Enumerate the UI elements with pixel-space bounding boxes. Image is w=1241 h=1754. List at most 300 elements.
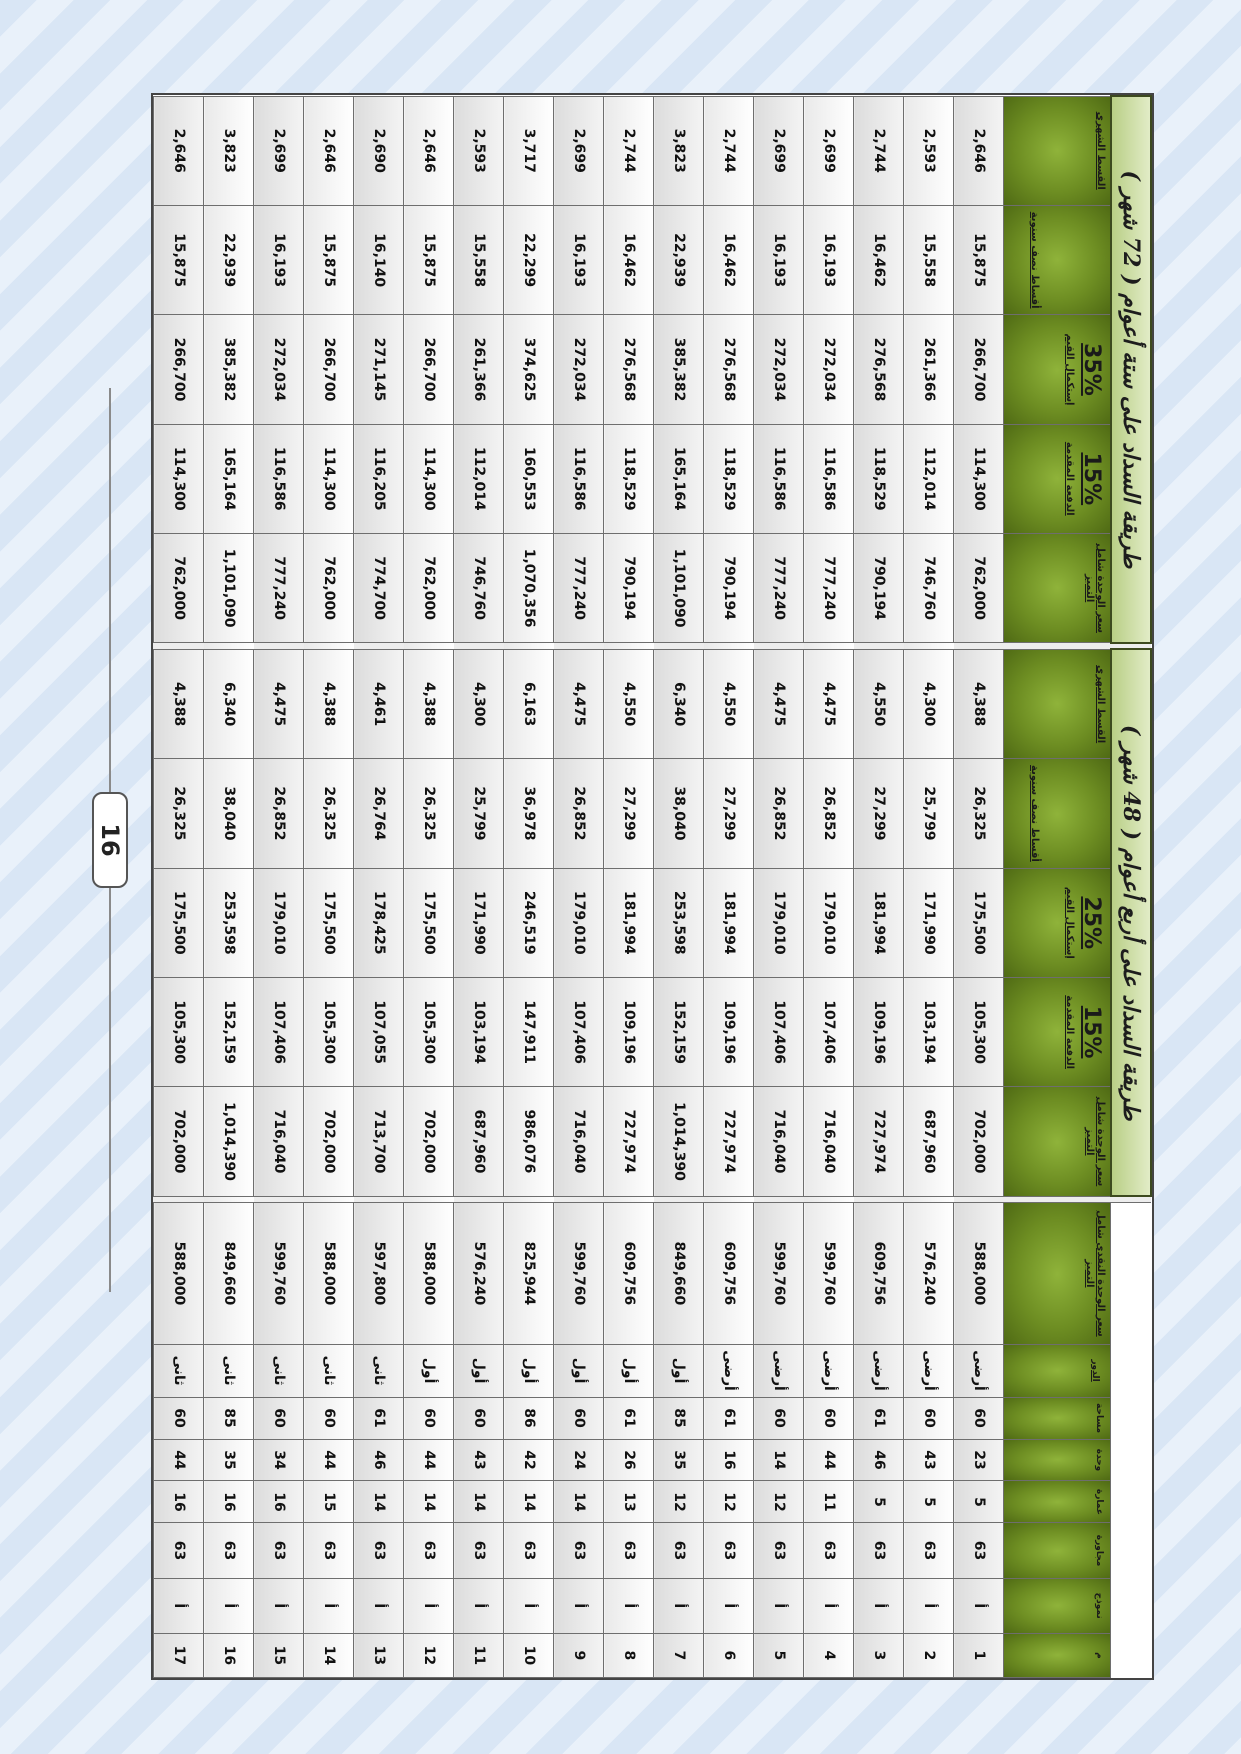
cell-cash: 599,760 [804,1203,854,1344]
section-title-72: طريقة السداد على ستة أعوام ( 72 شهر ) [1111,96,1151,643]
cell-floor: أول [454,1344,504,1397]
cell-unit: 16 [704,1439,754,1481]
gap [354,1196,404,1203]
gap [604,643,654,650]
cell-p48-total: 727,974 [704,1087,754,1196]
cell-cash: 576,240 [454,1203,504,1344]
table-row [604,96,654,1678]
cell-idx: 2 [904,1633,954,1677]
cell-p72-down: 116,586 [554,424,604,533]
cell-p48-semi: 26,852 [254,759,304,868]
gap [554,1196,604,1203]
cell-p72-semi: 15,875 [304,205,354,314]
cell-p48-total: 1,014,390 [204,1087,254,1196]
table-row [404,96,454,1678]
cell-p72-comp: 272,034 [254,315,304,424]
cell-p72-semi: 22,939 [204,205,254,314]
gap [404,643,454,650]
cell-unit: 44 [404,1439,454,1481]
cell-area: 60 [754,1397,804,1439]
cell-p72-down: 114,300 [404,424,454,533]
cell-cash: 609,756 [604,1203,654,1344]
cell-p72-semi: 16,140 [354,205,404,314]
header-model: نموذج [1004,1578,1111,1633]
cell-bordering: 63 [554,1523,604,1578]
cell-cash: 849,660 [654,1203,704,1344]
cell-cash: 609,756 [704,1203,754,1344]
cell-cash: 849,660 [204,1203,254,1344]
cell-area: 60 [554,1397,604,1439]
cell-p48-comp: 171,990 [904,868,954,977]
cell-p72-down: 118,529 [704,424,754,533]
page-number: 16 [96,823,124,857]
cell-floor: ثانى [154,1344,204,1397]
cell-p48-month: 4,388 [404,649,454,758]
cell-unit: 14 [754,1439,804,1481]
cell-building: 16 [154,1481,204,1523]
cell-p48-semi: 25,799 [454,759,504,868]
cell-model: أ [204,1578,254,1633]
cell-p72-comp: 261,366 [454,315,504,424]
cell-p48-total: 702,000 [304,1087,354,1196]
cell-p72-comp: 272,034 [804,315,854,424]
cell-p72-total: 774,700 [354,533,404,642]
cell-p72-comp: 272,034 [554,315,604,424]
table-row [354,96,404,1678]
cell-p48-comp: 179,010 [754,868,804,977]
cell-building: 11 [804,1481,854,1523]
cell-model: أ [754,1578,804,1633]
cell-p48-comp: 175,500 [154,868,204,977]
cell-p48-comp: 171,990 [454,868,504,977]
table-row [204,96,254,1678]
cell-p48-total: 713,700 [354,1087,404,1196]
cell-unit: 42 [504,1439,554,1481]
table-row [454,96,504,1678]
cell-p48-comp: 181,994 [704,868,754,977]
cell-p72-month: 2,699 [754,96,804,205]
cell-p72-month: 2,646 [304,96,354,205]
cell-floor: أول [504,1344,554,1397]
cell-p48-comp: 178,425 [354,868,404,977]
cell-p72-total: 1,070,356 [504,533,554,642]
cell-bordering: 63 [604,1523,654,1578]
gap [954,643,1004,650]
cell-idx: 13 [354,1633,404,1677]
cell-cash: 588,000 [304,1203,354,1344]
cell-p48-semi: 26,764 [354,759,404,868]
cell-model: أ [454,1578,504,1633]
cell-building: 14 [354,1481,404,1523]
cell-p48-down: 105,300 [404,977,454,1086]
cell-p48-month: 4,388 [954,649,1004,758]
gap [1111,1196,1151,1203]
cell-p48-down: 107,406 [804,977,854,1086]
cell-cash: 599,760 [754,1203,804,1344]
gap [604,1196,654,1203]
cell-building: 14 [554,1481,604,1523]
cell-idx: 17 [154,1633,204,1677]
cell-floor: أرضى [804,1344,854,1397]
cell-building: 14 [504,1481,554,1523]
cell-p48-total: 702,000 [154,1087,204,1196]
cell-area: 86 [504,1397,554,1439]
cell-building: 15 [304,1481,354,1523]
cell-p48-semi: 26,325 [304,759,354,868]
cell-area: 60 [454,1397,504,1439]
cell-p72-semi: 15,875 [404,205,454,314]
table-row [804,96,854,1678]
gap [1004,1196,1111,1203]
top-left-blank [1111,1203,1151,1678]
cell-p48-semi: 36,978 [504,759,554,868]
cell-idx: 4 [804,1633,854,1677]
cell-idx: 9 [554,1633,604,1677]
gap [254,643,304,650]
cell-p48-total: 716,040 [554,1087,604,1196]
cell-p48-down: 107,406 [254,977,304,1086]
cell-area: 60 [804,1397,854,1439]
cell-p72-month: 2,744 [704,96,754,205]
cell-bordering: 63 [504,1523,554,1578]
cell-p48-month: 4,388 [304,649,354,758]
cell-model: أ [404,1578,454,1633]
cell-idx: 15 [254,1633,304,1677]
cell-p72-total: 762,000 [404,533,454,642]
cell-p48-down: 109,196 [604,977,654,1086]
cell-p48-semi: 27,299 [604,759,654,868]
cell-p48-semi: 26,325 [154,759,204,868]
cell-area: 61 [354,1397,404,1439]
cell-p72-comp: 385,382 [204,315,254,424]
cell-p48-semi: 26,852 [804,759,854,868]
cell-building: 5 [904,1481,954,1523]
table-row [554,96,604,1678]
cell-p72-down: 118,529 [854,424,904,533]
cell-p72-total: 762,000 [954,533,1004,642]
cell-p48-comp: 179,010 [554,868,604,977]
cell-p72-down: 118,529 [604,424,654,533]
table-row [954,96,1004,1678]
cell-p72-comp: 276,568 [604,315,654,424]
cell-p72-down: 114,300 [954,424,1004,533]
cell-floor: أرضى [954,1344,1004,1397]
header-index: م [1004,1633,1111,1677]
cell-idx: 6 [704,1633,754,1677]
cell-building: 12 [754,1481,804,1523]
divider-line-top [109,388,111,792]
cell-p48-semi: 27,299 [854,759,904,868]
payment-plans-table [153,95,1152,1678]
price-table-rotated [151,93,1154,1680]
cell-area: 85 [204,1397,254,1439]
cell-area: 61 [604,1397,654,1439]
cell-floor: ثانى [354,1344,404,1397]
cell-p48-down: 103,194 [454,977,504,1086]
cell-unit: 46 [354,1439,404,1481]
cell-p72-comp: 385,382 [654,315,704,424]
cell-p72-total: 746,760 [904,533,954,642]
cell-p48-comp: 181,994 [604,868,654,977]
cell-bordering: 63 [154,1523,204,1578]
cell-area: 60 [154,1397,204,1439]
cell-p48-comp: 181,994 [854,868,904,977]
cell-unit: 46 [854,1439,904,1481]
cell-p72-comp: 271,145 [354,315,404,424]
cell-p48-comp: 175,500 [404,868,454,977]
cell-p48-comp: 179,010 [254,868,304,977]
gap [954,1196,1004,1203]
cell-p48-semi: 38,040 [204,759,254,868]
header-monthly-72: القسط الشهرى [1004,96,1111,205]
cell-area: 60 [404,1397,454,1439]
cell-p48-down: 105,300 [954,977,1004,1086]
gap [854,643,904,650]
cell-cash: 599,760 [254,1203,304,1344]
cell-idx: 12 [404,1633,454,1677]
cell-cash: 588,000 [154,1203,204,1344]
gap [404,1196,454,1203]
cell-floor: أول [654,1344,704,1397]
cell-p48-down: 103,194 [904,977,954,1086]
cell-p48-month: 4,388 [154,649,204,758]
gap [754,1196,804,1203]
cell-building: 14 [404,1481,454,1523]
cell-p72-down: 116,205 [354,424,404,533]
cell-area: 61 [704,1397,754,1439]
table-row [854,96,904,1678]
cell-p72-semi: 15,558 [454,205,504,314]
cell-cash: 588,000 [954,1203,1004,1344]
cell-p72-total: 777,240 [254,533,304,642]
cell-p72-semi: 22,299 [504,205,554,314]
cell-cash: 599,760 [554,1203,604,1344]
cell-building: 13 [604,1481,654,1523]
cell-p72-month: 2,646 [154,96,204,205]
cell-unit: 43 [904,1439,954,1481]
cell-idx: 5 [754,1633,804,1677]
cell-p72-total: 790,194 [854,533,904,642]
cell-unit: 44 [304,1439,354,1481]
cell-cash: 609,756 [854,1203,904,1344]
gap [504,1196,554,1203]
cell-unit: 35 [654,1439,704,1481]
cell-p72-comp: 261,366 [904,315,954,424]
header-building: عمارة [1004,1481,1111,1523]
header-down-48: 15% الدفعة المقدمة [1004,977,1111,1086]
cell-p72-comp: 266,700 [154,315,204,424]
cell-p72-comp: 266,700 [304,315,354,424]
cell-p72-total: 777,240 [754,533,804,642]
header-unit: وحدة [1004,1439,1111,1481]
cell-unit: 35 [204,1439,254,1481]
cell-unit: 44 [804,1439,854,1481]
cell-p72-total: 762,000 [154,533,204,642]
cell-p72-down: 160,553 [504,424,554,533]
cell-building: 5 [854,1481,904,1523]
cell-p48-month: 6,163 [504,649,554,758]
cell-building: 16 [254,1481,304,1523]
gap [304,643,354,650]
cell-building: 12 [654,1481,704,1523]
cell-floor: أرضى [904,1344,954,1397]
cell-p72-down: 112,014 [904,424,954,533]
cell-building: 5 [954,1481,1004,1523]
gap [304,1196,354,1203]
header-total-48: سعر الوحدة شامل التميز [1004,1087,1111,1196]
cell-p48-total: 716,040 [804,1087,854,1196]
cell-p72-semi: 15,875 [954,205,1004,314]
gap [554,643,604,650]
cell-p48-month: 6,340 [204,649,254,758]
cell-p48-month: 4,300 [904,649,954,758]
gap [204,643,254,650]
cell-p72-comp: 374,625 [504,315,554,424]
cell-model: أ [554,1578,604,1633]
cell-bordering: 63 [204,1523,254,1578]
cell-p48-month: 4,475 [804,649,854,758]
cell-area: 61 [854,1397,904,1439]
cell-p48-comp: 253,598 [204,868,254,977]
gap [354,643,404,650]
header-total-72: سعر الوحدة شامل التميز [1004,533,1111,642]
cell-area: 60 [904,1397,954,1439]
cell-bordering: 63 [704,1523,754,1578]
cell-p48-down: 109,196 [704,977,754,1086]
gap [754,643,804,650]
table-row [304,96,354,1678]
cell-p48-month: 6,340 [654,649,704,758]
cell-p48-month: 4,300 [454,649,504,758]
cell-p72-total: 1,101,090 [204,533,254,642]
cell-floor: ثانى [304,1344,354,1397]
header-semiannual-72: أقساط نصف سنوية [1004,205,1111,314]
cell-model: أ [904,1578,954,1633]
cell-floor: أرضى [754,1344,804,1397]
cell-building: 14 [454,1481,504,1523]
cell-unit: 26 [604,1439,654,1481]
cell-p72-month: 3,823 [204,96,254,205]
cell-bordering: 63 [854,1523,904,1578]
cell-p72-semi: 16,193 [554,205,604,314]
cell-p72-down: 165,164 [204,424,254,533]
cell-p48-semi: 27,299 [704,759,754,868]
cell-unit: 24 [554,1439,604,1481]
gap [454,643,504,650]
header-cash-price: سعر الوحدة النقدى شامل التميز [1004,1203,1111,1344]
cell-floor: أول [404,1344,454,1397]
cell-model: أ [604,1578,654,1633]
cell-p72-month: 2,646 [404,96,454,205]
cell-p48-down: 107,406 [554,977,604,1086]
cell-floor: ثانى [254,1344,304,1397]
cell-p48-down: 105,300 [154,977,204,1086]
cell-p48-down: 109,196 [854,977,904,1086]
cell-building: 12 [704,1481,754,1523]
cell-model: أ [854,1578,904,1633]
cell-p48-comp: 253,598 [654,868,704,977]
cell-p48-total: 716,040 [754,1087,804,1196]
cell-p72-month: 2,593 [904,96,954,205]
page-number-box [92,792,128,888]
cell-floor: أرضى [854,1344,904,1397]
divider-line-bottom [109,888,111,1292]
cell-floor: أرضى [704,1344,754,1397]
gap [254,1196,304,1203]
cell-p48-month: 4,550 [854,649,904,758]
cell-p48-total: 986,076 [504,1087,554,1196]
cell-p48-month: 4,550 [704,649,754,758]
cell-p72-semi: 16,193 [804,205,854,314]
cell-model: أ [804,1578,854,1633]
cell-area: 60 [954,1397,1004,1439]
header-completion-48: 25% إستكمال القيم [1004,868,1111,977]
cell-bordering: 63 [454,1523,504,1578]
cell-p72-down: 112,014 [454,424,504,533]
cell-p48-semi: 26,852 [554,759,604,868]
table-body [154,96,1005,1678]
cell-p72-month: 2,699 [804,96,854,205]
cell-bordering: 63 [404,1523,454,1578]
cell-p72-month: 3,823 [654,96,704,205]
cell-p72-semi: 22,939 [654,205,704,314]
table-row [654,96,704,1678]
header-floor: الدور [1004,1344,1111,1397]
cell-model: أ [704,1578,754,1633]
gap [904,643,954,650]
cell-model: أ [354,1578,404,1633]
cell-area: 60 [304,1397,354,1439]
cell-area: 60 [254,1397,304,1439]
cell-p72-total: 790,194 [704,533,754,642]
cell-p72-down: 116,586 [254,424,304,533]
header-bordering: مجاورة [1004,1523,1111,1578]
cell-p72-down: 114,300 [154,424,204,533]
cell-p48-total: 687,960 [904,1087,954,1196]
cell-model: أ [154,1578,204,1633]
cell-p72-month: 2,646 [954,96,1004,205]
cell-p72-semi: 16,462 [604,205,654,314]
cell-p48-down: 147,911 [504,977,554,1086]
cell-p72-down: 116,586 [804,424,854,533]
header-down-72: 15% الدفعة المقدمة [1004,424,1111,533]
cell-model: أ [954,1578,1004,1633]
cell-p72-total: 762,000 [304,533,354,642]
cell-idx: 16 [204,1633,254,1677]
cell-p48-comp: 175,500 [954,868,1004,977]
cell-p48-semi: 26,325 [954,759,1004,868]
table-row [904,96,954,1678]
cell-bordering: 63 [304,1523,354,1578]
gap [454,1196,504,1203]
cell-p72-month: 2,744 [854,96,904,205]
cell-p48-down: 152,159 [204,977,254,1086]
cell-idx: 1 [954,1633,1004,1677]
cell-p48-total: 687,960 [454,1087,504,1196]
cell-p72-total: 777,240 [554,533,604,642]
gap [504,643,554,650]
cell-p72-down: 165,164 [654,424,704,533]
table-row [254,96,304,1678]
cell-p72-month: 2,699 [554,96,604,205]
cell-p72-month: 2,744 [604,96,654,205]
cell-unit: 44 [154,1439,204,1481]
cell-area: 85 [654,1397,704,1439]
cell-p72-semi: 15,558 [904,205,954,314]
cell-p72-semi: 16,462 [704,205,754,314]
cell-p72-month: 2,699 [254,96,304,205]
cell-p48-down: 107,406 [754,977,804,1086]
